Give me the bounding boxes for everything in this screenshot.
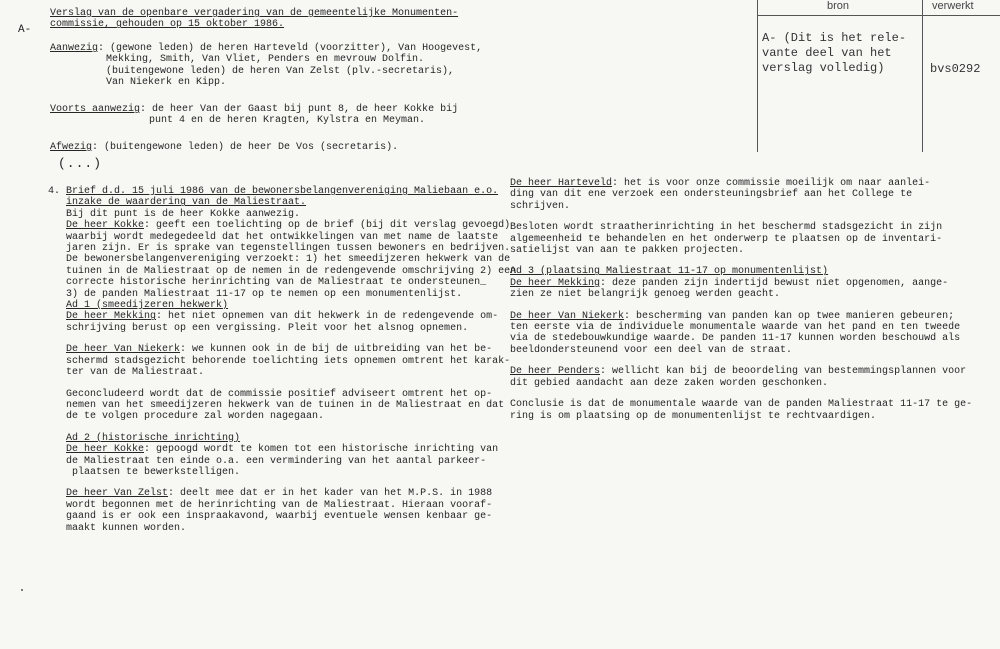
scan-speck <box>21 589 23 591</box>
final-conclusion: Conclusie is dat de monumentale waarde van de panden Maliestraat 11-17 te ge- <box>510 399 973 411</box>
margin-label: A- <box>18 24 32 36</box>
conclusion-ad1: Geconcludeerd wordt dat de commissie positief adviseert omtrent het op- <box>66 388 493 400</box>
voorts-aanwezig-block: Voorts aanwezig: de heer Van der Gaast bij punt 8, de heer Kokke bij punt 4 en de heren Kragten, Kylstra en Meyman. <box>50 104 459 127</box>
left-column: Brief d.d. 15 juli 1986 van de bewonersbelangenvereniging Maliebaan e.o. inzake de waardering van de Maliestraat. Bij dit punt is de heer Kokke aanwezig. De heer Kokke: geeft een toelichting op de brief (bij dit verslag gevoegd) waarbij wordt medegedeeld dat het ontwikkelingen van met name de laatste jaren zijn. Er is sprake van tegenstellingen tussen bewoners en bedrijven. De bewonersbelangenvereniging verzoekt: 1) het smeedijzeren hekwerk van de tuinen in de Maliestraat op de nemen in de redengevende omschrijving 2) een correcte historische herinrichting van de Maliestraat te ondersteunen_ 3) de panden Maliestraat 11-17 op te nemen op een monumentenlijst. Ad 1 (smeedijzeren hekwerk) De heer Mekking: het niet opnemen van dit hekwerk in de redengevende om- schrijving berust op een vergissing. Pleit voor het alsnog opnemen. De heer Van Niekerk: we kunnen ook in de bij de uitbreiding van het be- schermd stadsgezicht behorende toelichting iets opnemen omtrent het karak- ter van de Maliestraat. Geconcludeerd wordt dat de commissie positief adviseert omtrent het op- nemen van het smeedijzeren hekwerk van de tuinen in de Maliestraat en dat de te volgen procedure zal worden nagegaan. Ad 2 (historische inrichting) De heer Kokke: gepoogd wordt te komen tot een historische inrichting van de Maliestraat ten einde o.a. een vermindering van het aantal parkeer- plaatsen te bewerkstelligen. De heer Van Zelst: deelt mee dat er in het kader van het M.P.S. in 1988 wordt begonnen met de herinrichting van de Maliestraat. Hieraan vooraf- gaand is er ook een inspraakavond, waarbij eventuele wensen kenbaar ge- maakt kunnen worden. <box>66 186 517 534</box>
ad3-title: Ad 3 (plaatsing Maliestraat 11-17 op monumentenlijst) <box>510 266 829 278</box>
speaker-kokke: De heer Kokke <box>66 220 145 232</box>
speaker-van-zelst: De heer Van Zelst <box>66 488 169 500</box>
right-column: De heer Harteveld: het is voor onze commissie moeilijk om naar aanlei- ding van dit ene verzoek een ondersteuningsbrief aan het College te schrijven. Besloten wordt straatherinrichting in het beschermd stadsgezicht in zijn algemeenheid te behandelen en het onderwerp te plaatsen op de inventari- satielijst van aan te pakken projecten. Ad 3 (plaatsing Maliestraat 11-17 op monumentenlijst) De heer Mekking: deze panden zijn indertijd bewust niet opgenomen, aange- zien ze niet belangrijk genoeg werden geacht. De heer Van Niekerk: bescherming van panden kan op twee manieren gebeuren; ten eerste via de individuele monumentale waarde van het pand en ten tweede via de stedebouwkundige waarde. De panden 11-17 kunnen worden beschouwd als beeldondersteunend voor een deel van de straat. De heer Penders: wellicht kan bij de beoordeling van bestemmingsplannen voor dit gebied aandacht aan deze zaken worden geschonken. Conclusie is dat de monumentale waarde van de panden Maliestraat 11-17 te ge- ring is om plaatsing op de monumentenlijst te rechtvaardigen. <box>510 178 973 422</box>
aanwezig-block: Aanwezig: (gewone leden) de heren Harteveld (voorzitter), Van Hoogevest, Mekking, Smith, Van Vliet, Penders en mevrouw Dolfin. (buitengewone leden) de heren Van Zelst (plv.-secretaris), Van Niekerk en Kipp. <box>50 43 483 89</box>
document-title: Verslag van de openbare vergadering van de gemeentelijke Monumenten- commissie, gehouden op 15 oktober 1986. <box>50 8 459 31</box>
item-title: Brief d.d. 15 juli 1986 van de bewonersbelangenvereniging Maliebaan e.o. <box>66 186 499 197</box>
speaker-penders: De heer Penders <box>510 366 601 378</box>
source-table <box>757 0 1000 152</box>
ellipsis-marker: (...) <box>58 156 103 171</box>
voorts-label: Voorts aanwezig <box>50 104 141 115</box>
table-border-left <box>757 0 758 152</box>
ad1-title: Ad 1 (smeedijzeren hekwerk) <box>66 300 229 312</box>
speaker-kokke-2: De heer Kokke <box>66 444 145 456</box>
speaker-van-niekerk: De heer Van Niekerk <box>66 344 181 356</box>
speaker-harteveld: De heer Harteveld <box>510 178 613 189</box>
afwezig-label: Afwezig <box>50 142 93 153</box>
table-header-divider <box>757 15 1000 16</box>
verwerkt-cell: bvs0292 <box>930 62 981 76</box>
aanwezig-label: Aanwezig <box>50 43 99 54</box>
decision-text: Besloten wordt straatherinrichting in het beschermd stadsgezicht in zijn <box>510 222 943 234</box>
speaker-mekking: De heer Mekking <box>66 311 157 323</box>
table-border-middle <box>922 0 923 152</box>
column-header-bron: bron <box>827 0 850 12</box>
speaker-van-niekerk-right: De heer Van Niekerk <box>510 310 625 322</box>
afwezig-block: Afwezig: (buitengewone leden) de heer De Vos (secretaris). <box>50 142 399 153</box>
column-header-verwerkt: verwerkt <box>932 0 974 12</box>
bron-cell: A- (Dit is het rele- vante deel van het verslag volledig) <box>762 31 907 75</box>
speaker-mekking-right: De heer Mekking <box>510 277 601 289</box>
item-number: 4. <box>48 186 61 197</box>
ad2-title: Ad 2 (historische inrichting) <box>66 432 241 444</box>
intro-text: Bij dit punt is de heer Kokke aanwezig. <box>66 208 301 220</box>
